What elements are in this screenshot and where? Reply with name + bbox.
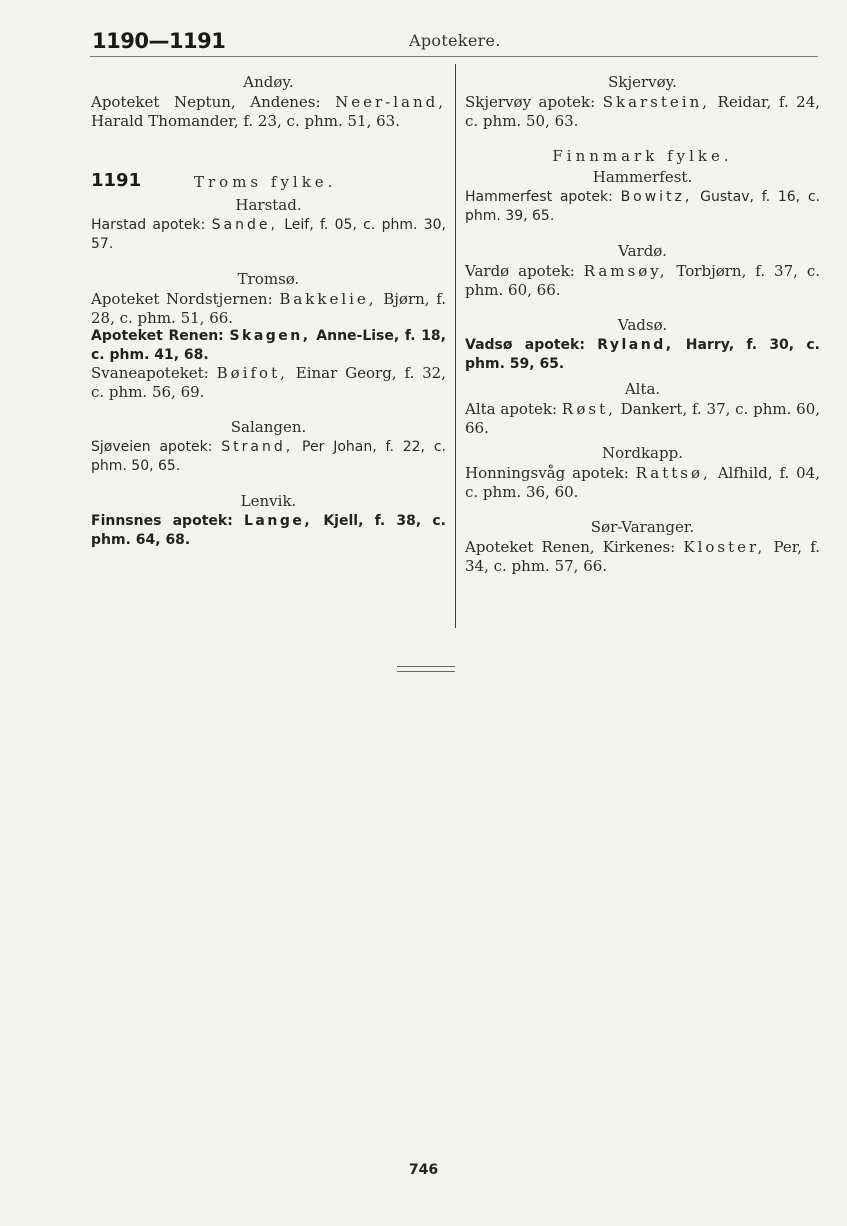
entry-text: Leif, f. 05, c. phm. 30, 57. bbox=[91, 217, 446, 252]
column-divider bbox=[455, 64, 456, 628]
entry-surname: Skarstein, bbox=[602, 93, 711, 111]
entry-vardo bbox=[465, 262, 820, 299]
entry-text: Per Johan, f. 22, c. phm. 50, 65. bbox=[91, 439, 446, 474]
entry-surname: Strand, bbox=[221, 439, 294, 455]
entry-surname: Neer-land, bbox=[335, 93, 446, 111]
county-label: Finnmark fylke. bbox=[552, 147, 733, 165]
page-range-header: 1190—1191 bbox=[92, 29, 226, 53]
entry-surname: Bowitz, bbox=[620, 189, 693, 205]
county-heading-troms bbox=[194, 172, 336, 193]
entry-text: Anne-Lise, f. 18, c. phm. 41, 68. bbox=[91, 328, 446, 363]
entry-text: Per, f. 34, c. phm. 57, 66. bbox=[465, 538, 820, 575]
place-heading-hammerfest: Hammerfest. bbox=[592, 168, 693, 186]
entry-tromso-3 bbox=[91, 364, 446, 401]
entry-surname: Ryland, bbox=[597, 337, 674, 353]
entry-text: Torbjørn, f. 37, c. phm. 60, 66. bbox=[465, 262, 820, 299]
entry-text: Gustav, f. 16, c. phm. 39, 65. bbox=[465, 189, 820, 224]
place-heading-lenvik: Lenvik. bbox=[240, 492, 297, 510]
header-divider bbox=[90, 56, 818, 57]
place-heading-harstad: Harstad. bbox=[235, 196, 302, 214]
entry-text: Honningsvåg apotek: bbox=[465, 464, 636, 482]
place-heading-tromso: Tromsø. bbox=[237, 270, 300, 288]
entry-text: Harald Thomander, f. 23, c. phm. 51, 63. bbox=[91, 111, 400, 130]
place-heading-salangen: Salangen. bbox=[230, 418, 307, 436]
place-heading-alta: Alta. bbox=[624, 380, 661, 398]
entry-harstad bbox=[91, 216, 446, 253]
entry-text: Bjørn, f. 28, c. phm. 51, 66. bbox=[91, 290, 446, 327]
entry-alta bbox=[465, 400, 820, 437]
place-heading-sorvaranger: Sør-Varanger. bbox=[590, 518, 695, 536]
place-heading-vadso: Vadsø. bbox=[617, 316, 668, 334]
entry-text: Harstad apotek: bbox=[91, 217, 212, 233]
county-label: Troms fylke. bbox=[194, 173, 337, 191]
entry-surname: Rattsø, bbox=[635, 464, 711, 482]
entry-text: Einar Georg, f. 32, c. phm. 56, 69. bbox=[91, 364, 446, 401]
entry-text: Dankert, f. 37, c. phm. 60, 66. bbox=[465, 400, 821, 437]
entry-text: Harry, f. 30, c. phm. 59, 65. bbox=[465, 337, 820, 372]
entry-text: Reidar, f. 24, c. phm. 50, 63. bbox=[465, 93, 821, 130]
entry-surname: Ramsøy, bbox=[583, 262, 668, 280]
entry-surname: Kloster, bbox=[683, 538, 766, 556]
entry-text: Hammerfest apotek: bbox=[465, 189, 621, 205]
entry-text: Apoteket Renen, Kirkenes: bbox=[465, 538, 684, 556]
entry-salangen bbox=[91, 438, 446, 475]
end-rule-bottom bbox=[397, 671, 455, 672]
entry-text: Apoteket Nordstjernen: bbox=[91, 290, 280, 308]
entry-text: Kjell, f. 38, c. phm. 64, 68. bbox=[91, 513, 447, 548]
place-heading-nordkapp: Nordkapp. bbox=[602, 444, 683, 462]
end-rule-top bbox=[397, 666, 455, 667]
entry-tromso-1 bbox=[91, 290, 446, 327]
entry-surname: Bøifot, bbox=[216, 364, 288, 382]
entry-text: Vardø apotek: bbox=[465, 262, 584, 280]
section-number: 1191 bbox=[91, 170, 142, 191]
entry-text: Alta apotek: bbox=[465, 400, 562, 418]
entry-tromso-2 bbox=[91, 327, 446, 364]
entry-nordkapp bbox=[465, 464, 820, 501]
entry-text: Alfhild, f. 04, c. phm. 36, 60. bbox=[465, 464, 820, 501]
entry-text: Sjøveien apotek: bbox=[91, 439, 222, 455]
page-number: 746 bbox=[408, 1162, 439, 1178]
county-heading-finnmark bbox=[465, 146, 820, 167]
entry-surname: Røst, bbox=[561, 400, 616, 418]
place-heading-andoy: Andøy. bbox=[243, 73, 294, 91]
entry-text: Vadsø apotek: bbox=[465, 337, 598, 353]
entry-surname: Lange, bbox=[243, 513, 313, 529]
entry-text: Svaneapoteket: bbox=[91, 364, 217, 382]
entry-skjervoy bbox=[465, 93, 820, 130]
entry-sorvaranger bbox=[465, 538, 820, 575]
entry-text: Skjervøy apotek: bbox=[465, 93, 603, 111]
entry-andoy bbox=[91, 93, 446, 130]
county-section-troms bbox=[91, 171, 446, 193]
entry-text: Apoteket Renen: bbox=[91, 328, 230, 344]
entry-surname: Skagen, bbox=[229, 328, 311, 344]
place-heading-skjervoy: Skjervøy. bbox=[608, 73, 677, 91]
right-column bbox=[465, 72, 820, 575]
entry-surname: Bakkelie, bbox=[279, 290, 377, 308]
entry-lenvik bbox=[91, 512, 446, 549]
page-title: Apotekere. bbox=[409, 31, 501, 50]
entry-text: Apoteket Neptun, Andenes: bbox=[91, 93, 336, 111]
entry-hammerfest bbox=[465, 188, 820, 225]
left-column bbox=[91, 72, 446, 549]
entry-surname: Sande, bbox=[211, 217, 278, 233]
entry-text: Finnsnes apotek: bbox=[91, 513, 244, 529]
entry-vadso bbox=[465, 336, 820, 373]
place-heading-vardo: Vardø. bbox=[618, 242, 667, 260]
